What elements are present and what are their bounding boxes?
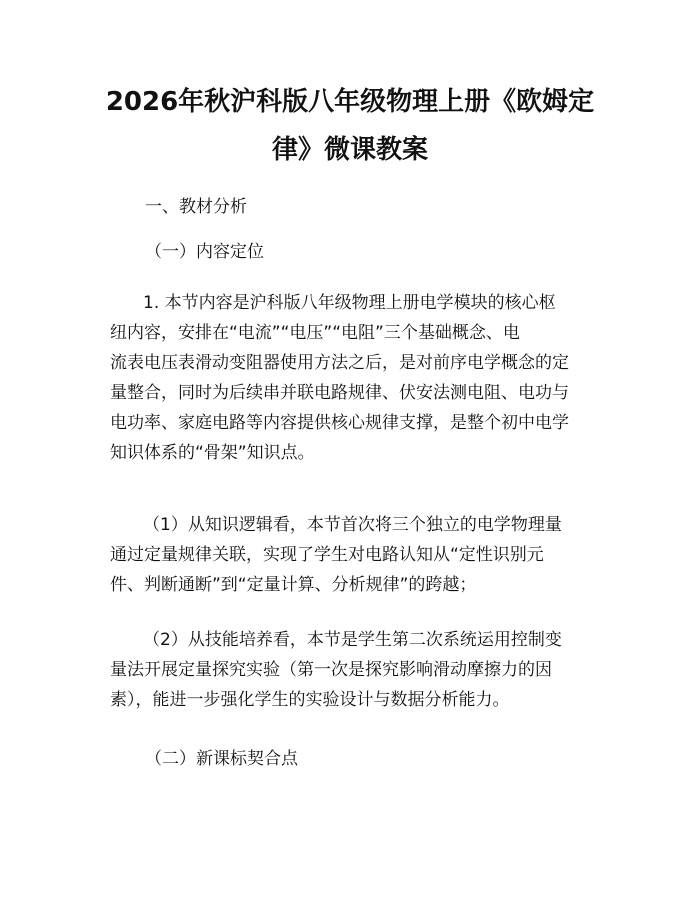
subsection-heading-curriculum-alignment: （二）新课标契合点 bbox=[145, 749, 298, 769]
paragraph-line: 纽内容，安排在“电流”“电压”“电阻”三个基础概念、电 bbox=[110, 323, 520, 343]
paragraph-skill-training bbox=[110, 625, 610, 715]
paragraph-line: 量法开展定量探究实验（第一次是探究影响滑动摩擦力的因 bbox=[110, 660, 552, 680]
paragraph-line: 通过定量规律关联，实现了学生对电路认知从“定性识别元 bbox=[110, 545, 544, 565]
paragraph-line: 流表电压表滑动变阻器使用方法之后，是对前序电学概念的定 bbox=[110, 353, 569, 373]
paragraph-content-positioning bbox=[110, 288, 610, 468]
document-title-line-2: 律》微课教案 bbox=[271, 135, 428, 165]
paragraph-line: 知识体系的“骨架”知识点。 bbox=[110, 443, 315, 463]
paragraph-line: 量整合，同时为后续串并联电路规律、伏安法测电阻、电功与 bbox=[110, 383, 569, 403]
subsection-heading-content-positioning: （一）内容定位 bbox=[145, 242, 264, 262]
paragraph-line: （1）从知识逻辑看，本节首次将三个独立的电学物理量 bbox=[143, 515, 562, 535]
paragraph-knowledge-logic bbox=[110, 510, 610, 600]
paragraph-line: （2）从技能培养看，本节是学生第二次系统运用控制变 bbox=[143, 630, 562, 650]
paragraph-line: 1. 本节内容是沪科版八年级物理上册电学模块的核心枢 bbox=[143, 293, 556, 313]
paragraph-line: 电功率、家庭电路等内容提供核心规律支撑，是整个初中电学 bbox=[110, 413, 569, 433]
paragraph-line: 素），能进一步强化学生的实验设计与数据分析能力。 bbox=[110, 690, 510, 710]
paragraph-line: 件、判断通断”到“定量计算、分析规律”的跨越； bbox=[110, 575, 477, 595]
document-title-line-1: 2026年秋沪科版八年级物理上册《欧姆定 bbox=[105, 87, 595, 117]
section-heading-textbook-analysis: 一、教材分析 bbox=[145, 197, 247, 217]
